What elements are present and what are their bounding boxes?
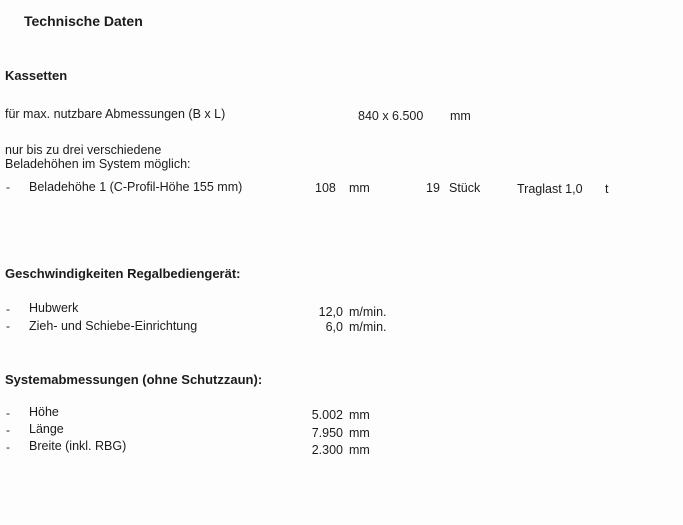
system-label: Breite (inkl. RBG) (29, 439, 127, 453)
section-heading-system: Systemabmessungen (ohne Schutzzaun): (5, 372, 263, 387)
note-line-2: Beladehöhen im System möglich: (5, 157, 191, 171)
system-dash: - (6, 406, 10, 420)
speed-value: 12,0 (318, 305, 343, 319)
speed-label: Hubwerk (29, 301, 79, 315)
system-value: 2.300 (311, 443, 343, 457)
load-count-unit: Stück (449, 181, 481, 195)
speed-dash: - (6, 302, 10, 316)
dimensions-value: 840 x 6.500 (358, 109, 424, 123)
speed-unit: m/min. (349, 305, 387, 319)
system-value: 7.950 (311, 426, 343, 440)
traglast-unit: t (605, 182, 609, 196)
speed-unit: m/min. (349, 320, 387, 334)
section-heading-speeds: Geschwindigkeiten Regalbediengerät: (5, 266, 241, 281)
load-unit: mm (349, 181, 370, 195)
system-label: Höhe (29, 405, 59, 419)
dimensions-label: für max. nutzbare Abmessungen (B x L) (5, 107, 226, 121)
section-heading-kassetten: Kassetten (5, 68, 68, 83)
speed-dash: - (6, 319, 10, 333)
system-unit: mm (349, 443, 370, 457)
system-dash: - (6, 423, 10, 437)
speed-value: 6,0 (325, 320, 343, 334)
system-dash: - (6, 440, 10, 454)
load-value: 108 (315, 181, 336, 195)
note-line-1: nur bis zu drei verschiedene (5, 143, 162, 157)
system-unit: mm (349, 408, 370, 422)
traglast-label: Traglast 1,0 (517, 182, 583, 196)
speed-label: Zieh- und Schiebe-Einrichtung (29, 319, 198, 333)
system-label: Länge (29, 422, 64, 436)
page-title: Technische Daten (24, 13, 143, 29)
system-value: 5.002 (311, 408, 343, 422)
dimensions-unit: mm (450, 109, 471, 123)
load-dash: - (6, 180, 10, 194)
load-count: 19 (426, 181, 440, 195)
system-unit: mm (349, 426, 370, 440)
load-label: Beladehöhe 1 (C-Profil-Höhe 155 mm) (29, 180, 243, 194)
